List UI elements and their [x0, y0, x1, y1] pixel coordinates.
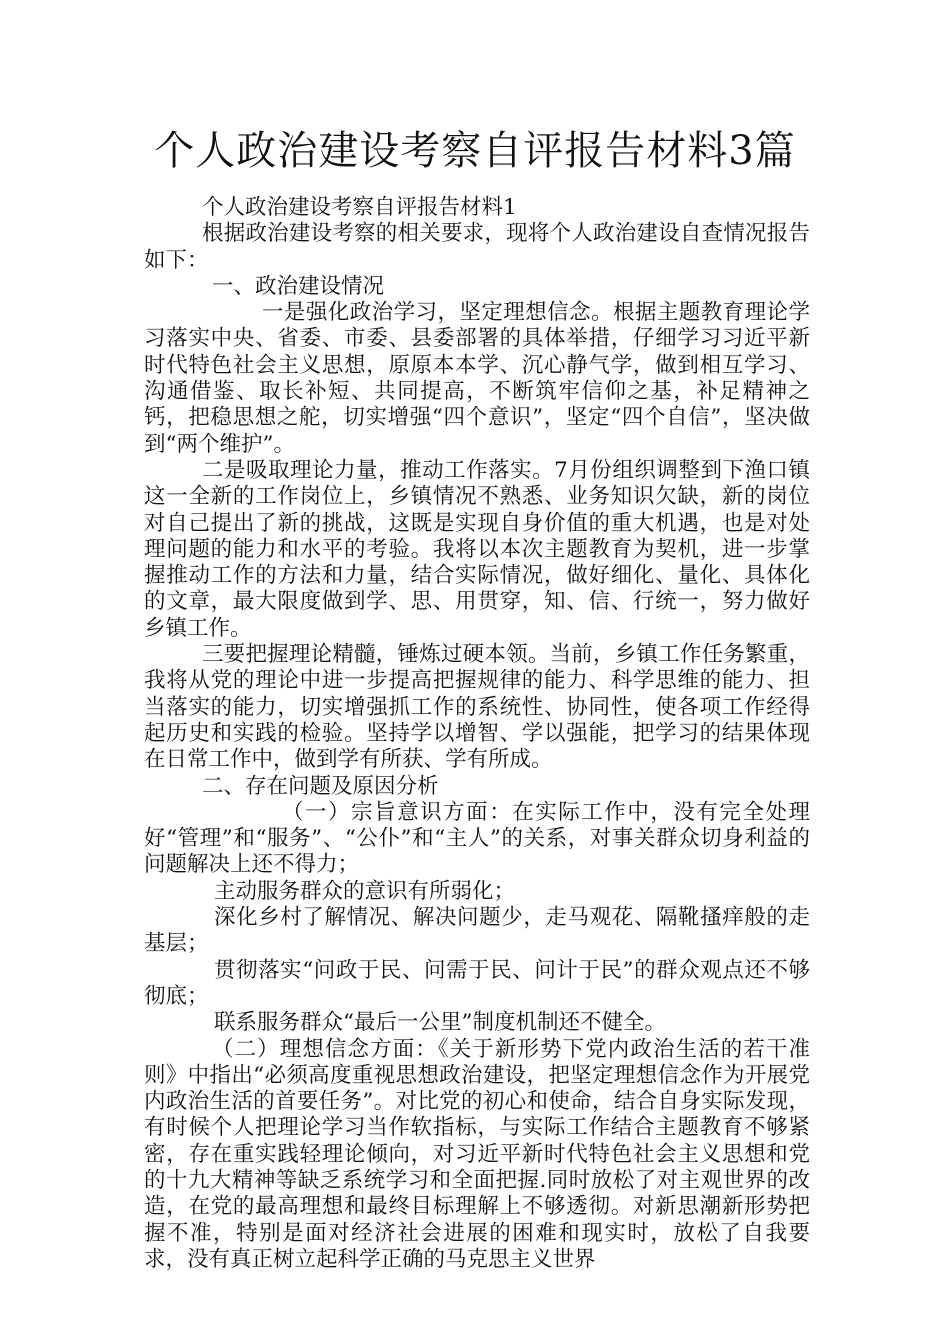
- body-paragraph: 深化乡村了解情况、解决问题少，走马观花、隔靴搔痒般的走基层；: [144, 905, 810, 957]
- section-heading: 一、政治建设情况: [212, 273, 385, 299]
- body-paragraph: 二是吸取理论力量，推动工作落实。7月份组织调整到下渔口镇这一全新的工作岗位上，乡镇情况不熟悉、业务知识欠缺，新的岗位对自己提出了新的挑战，这既是实现自身价值的重大机遇，也是对处理问题的能力和水平的考验。我将以本次主题教育为契机，进一步掌握推动工作的方法和力量，结合实际情况，做好细化、量化、具体化的文章，最大限度做到学、思、用贯穿，知、信、行统一，努力做好乡镇工作。: [144, 457, 810, 641]
- body-paragraph: 三要把握理论精髓，锤炼过硬本领。当前，乡镇工作任务繁重，我将从党的理论中进一步提高把握规律的能力、科学思维的能力、担当落实的能力，切实增强抓工作的系统性、协同性，使各项工作经得起历史和实践的检验。坚持学以增智、学以强能，把学习的结果体现在日常工作中，做到学有所获、学有所成。: [144, 642, 810, 773]
- body-paragraph: 贯彻落实“问政于民、问需于民、问计于民”的群众观点还不够彻底；: [144, 957, 810, 1009]
- body-paragraph: 主动服务群众的意识有所弱化；: [214, 878, 516, 904]
- body-paragraph: （二）理想信念方面：《关于新形势下党内政治生活的若干准则》中指出“必须高度重视思想政治建设，把坚定理想信念作为开展党内政治生活的首要任务”。对比党的初心和使命，结合自身实际发现，有时候个人把理论学习当作软指标，与实际工作结合主题教育不够紧密，存在重实践轻理论倾向，对习近平新时代特色社会主义思想和党的十九大精神等缺乏系统学习和全面把握.同时放松了对主观世界的改造，在党的最高理想和最终目标理解上不够透彻。对新思潮新形势把握不准，特别是面对经济社会进展的困难和现实时，放松了自我要求，没有真正树立起科学正确的马克思主义世界: [144, 1036, 810, 1272]
- document-title: 个人政治建设考察自评报告材料3篇: [154, 128, 796, 174]
- section-subtitle: 个人政治建设考察自评报告材料1: [202, 195, 517, 220]
- body-paragraph: 联系服务群众“最后一公里”制度机制还不健全。: [214, 1010, 666, 1036]
- section-heading: 二、存在问题及原因分析: [202, 773, 439, 799]
- intro-paragraph: 根据政治建设考察的相关要求，现将个人政治建设自查情况报告如下：: [144, 221, 810, 273]
- document-body: [144, 195, 810, 1273]
- body-paragraph: 一是强化政治学习，坚定理想信念。根据主题教育理论学习落实中央、省委、市委、县委部署的具体举措，仔细学习习近平新时代特色社会主义思想，原原本本学、沉心静气学，做到相互学习、沟通借鉴、取长补短、共同提高，不断筑牢信仰之基，补足精神之钙，把稳思想之舵，切实增强“四个意识”，坚定“四个自信”，坚决做到“两个维护”。: [144, 300, 810, 457]
- body-paragraph: （一）宗旨意识方面：在实际工作中，没有完全处理好“管理”和“服务”、“公仆”和“主人”的关系，对事关群众切身利益的问题解决上还不得力；: [144, 799, 810, 878]
